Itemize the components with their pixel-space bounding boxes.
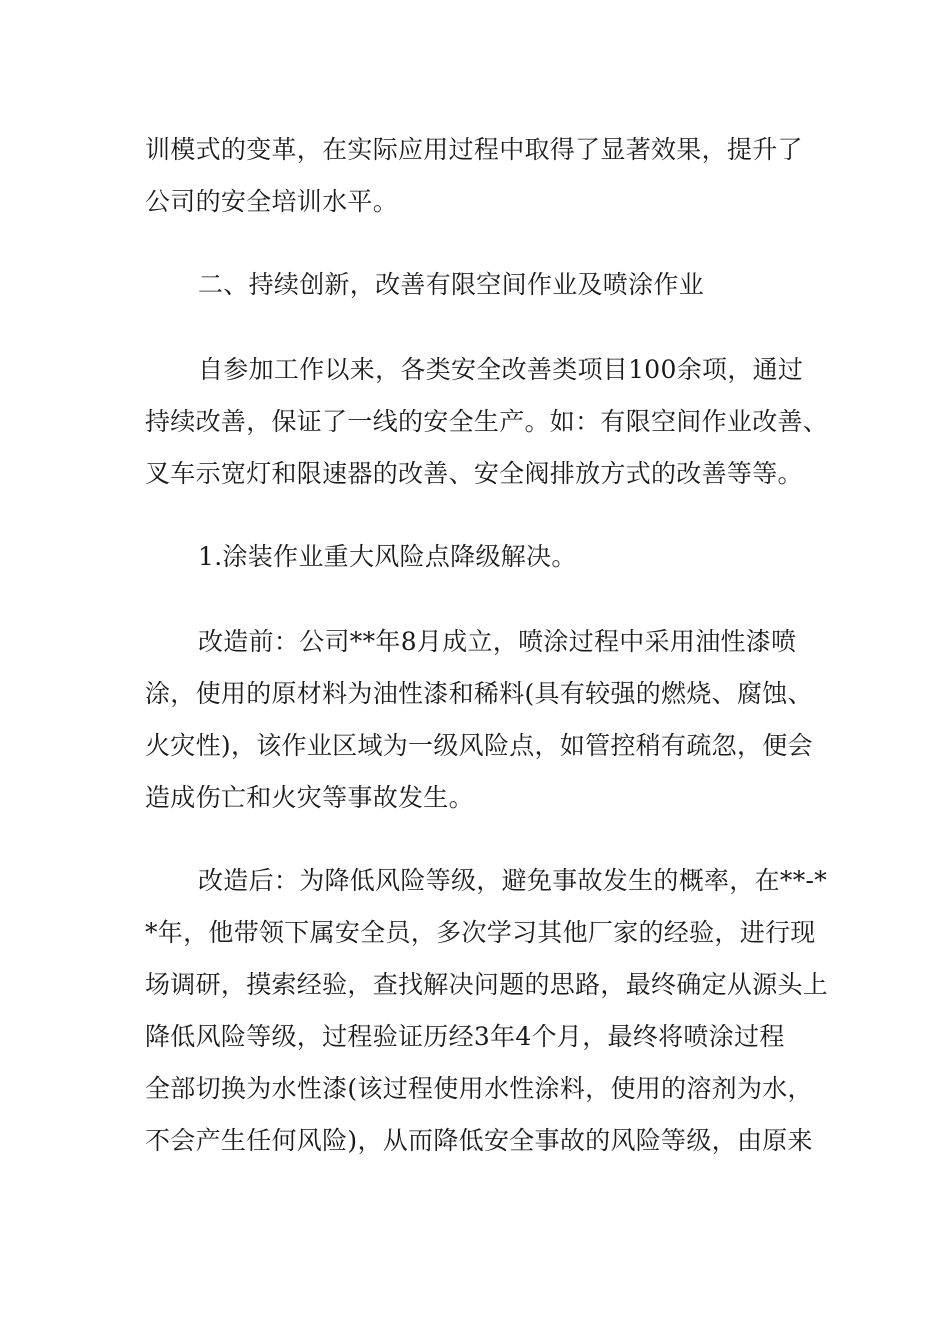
- text-line: 火灾性)，该作业区域为一级风险点，如管控稍有疏忽，便会: [145, 731, 813, 760]
- text-line: 全部切换为水性漆(该过程使用水性涂料，使用的溶剂为水，: [145, 1074, 813, 1103]
- text-line: 改造后：为降低风险等级，避免事故发生的概率，在**-*: [198, 866, 828, 895]
- text-line: 场调研，摸索经验，查找解决问题的思路，最终确定从源头上: [145, 970, 829, 999]
- text-line: 持续改善，保证了一线的安全生产。如：有限空间作业改善、: [145, 407, 829, 436]
- text-line: 降低风险等级，过程验证历经3年4个月，最终将喷涂过程: [145, 1022, 785, 1051]
- subsection-heading: 1.涂装作业重大风险点降级解决。: [198, 542, 577, 571]
- text-line: 涂，使用的原材料为油性漆和稀料(具有较强的燃烧、腐蚀、: [145, 679, 813, 708]
- text-line: 不会产生任何风险)，从而降低安全事故的风险等级，由原来: [145, 1126, 813, 1155]
- text-line: 改造前：公司**年8月成立，喷涂过程中采用油性漆喷: [198, 627, 797, 656]
- text-line: 叉车示宽灯和限速器的改善、安全阀排放方式的改善等等。: [145, 459, 803, 488]
- text-line: 公司的安全培训水平。: [145, 187, 399, 216]
- text-line: 造成伤亡和火灾等事故发生。: [145, 783, 474, 812]
- text-line: 自参加工作以来，各类安全改善类项目100余项，通过: [198, 355, 804, 384]
- section-heading: 二、持续创新，改善有限空间作业及喷涂作业: [198, 270, 705, 299]
- text-line: *年，他带领下属安全员，多次学习其他厂家的经验，进行现: [145, 918, 816, 947]
- text-line: 训模式的变革，在实际应用过程中取得了显著效果，提升了: [145, 135, 803, 164]
